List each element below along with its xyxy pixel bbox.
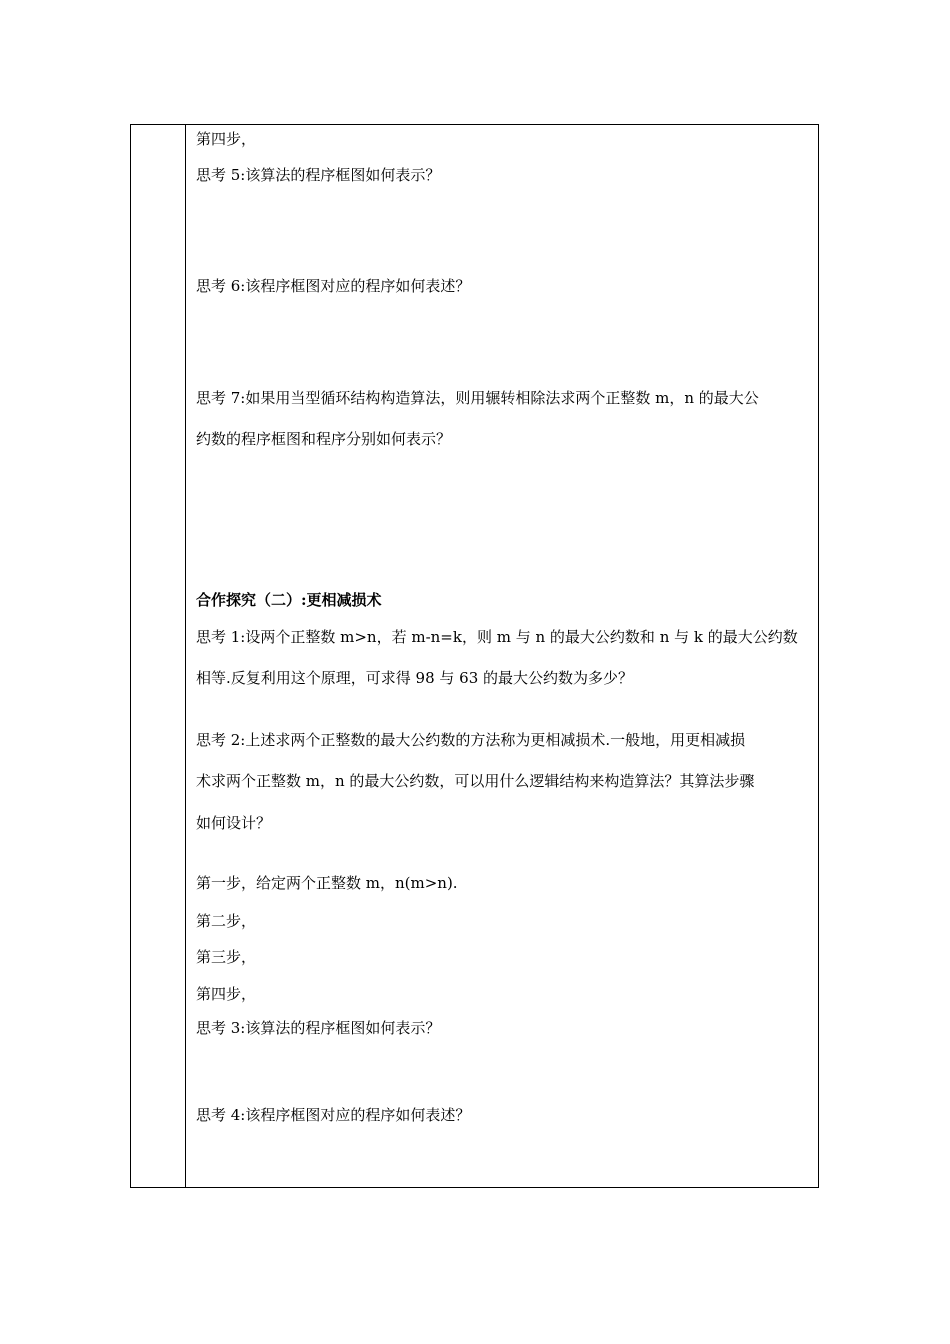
text-top-step4: 第四步， xyxy=(196,130,257,148)
text-think7-line2: 约数的程序框图和程序分别如何表示？ xyxy=(196,430,452,448)
lesson-table xyxy=(130,124,819,1188)
text-step1: 第一步，给定两个正整数 m，n(m>n). xyxy=(196,874,458,892)
text-step4: 第四步， xyxy=(196,985,257,1003)
text-think7-line1: 思考 7:如果用当型循环结构构造算法，则用辗转相除法求两个正整数 m，n 的最大公 xyxy=(196,389,759,407)
text-s2-think2-line2: 术求两个正整数 m，n 的最大公约数，可以用什么逻辑结构来构造算法？其算法步骤 xyxy=(196,772,755,790)
table-left-column xyxy=(131,125,186,1187)
text-s2-think1-line2: 相等.反复利用这个原理，可求得 98 与 63 的最大公约数为多少？ xyxy=(196,669,634,687)
text-s2-think4: 思考 4:该程序框图对应的程序如何表述？ xyxy=(196,1106,471,1124)
text-s2-think3: 思考 3:该算法的程序框图如何表示？ xyxy=(196,1019,441,1037)
text-think6: 思考 6:该程序框图对应的程序如何表述？ xyxy=(196,277,471,295)
text-think5: 思考 5:该算法的程序框图如何表示？ xyxy=(196,166,441,184)
text-s2-think2-line1: 思考 2:上述求两个正整数的最大公约数的方法称为更相减损术.一般地，用更相减损 xyxy=(196,731,746,749)
text-s2-think1-line1: 思考 1:设两个正整数 m>n，若 m-n=k，则 m 与 n 的最大公约数和 n 与 k 的最大公约数 xyxy=(196,628,798,646)
section-title: 合作探究（二）:更相减损术 xyxy=(196,591,382,609)
text-s2-think2-line3: 如何设计？ xyxy=(196,814,272,832)
text-step2: 第二步， xyxy=(196,912,257,930)
text-step3: 第三步， xyxy=(196,948,257,966)
